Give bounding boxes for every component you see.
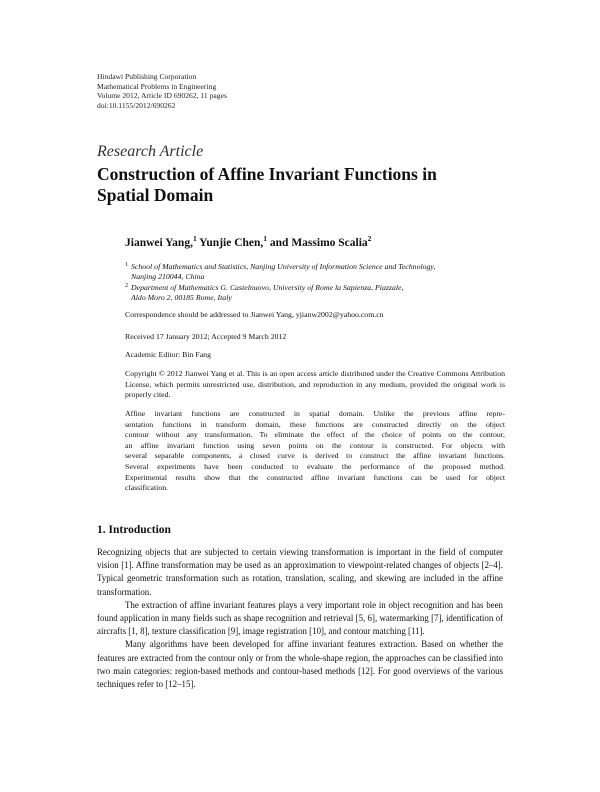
section-heading: 1. Introduction	[97, 524, 171, 536]
affiliation-number: 1	[125, 262, 128, 268]
volume-info: Volume 2012, Article ID 690262, 11 pages	[97, 91, 227, 101]
body-paragraph: Recognizing objects that are subjected to certain viewing transformation is important in the field of computer vision [1]. Affine transformation may be used as an approximation to viewpoint-related changes of objects [2–4]. Typical geometric transformation such as rotation, translation, scaling, and skewing are included in the affine transformation.	[97, 547, 503, 597]
body-paragraph: Many algorithms have been developed for affine invariant features extraction. Based on whether the features are extracted from the contour only or from the whole-shape region, the approaches can be classified into two main categories: region-based methods and contour-based methods [12]. For good overviews of the various techniques refer to [12–15].	[97, 639, 503, 690]
affiliations	[125, 262, 485, 304]
abstract-line: an affine invariant function using seven points on the contour is constructed. For objects with	[125, 440, 505, 450]
author-name: Yunjie Chen,	[196, 236, 264, 249]
publisher: Hindawi Publishing Corporation	[97, 72, 197, 81]
doi: doi:10.1155/2012/690262	[97, 100, 176, 110]
abstract-line: Experimental results show that the constructed affine invariant functions can be used for object	[125, 472, 505, 482]
journal-header	[97, 72, 227, 110]
author-list	[125, 234, 371, 249]
author-affil-marker: 1	[192, 234, 197, 243]
abstract-line: Several experiments have been conducted to evaluate the performance of the proposed method.	[125, 461, 505, 471]
journal-name: Mathematical Problems in Engineering	[97, 81, 217, 91]
abstract-line: classification.	[125, 483, 169, 493]
title-line: Construction of Affine Invariant Functions in	[97, 164, 437, 184]
received-dates: Received 17 January 2012; Accepted 9 March 2012	[125, 332, 287, 341]
title-line: Spatial Domain	[97, 185, 214, 205]
article-type: Research Article	[97, 143, 204, 160]
author-name: and Massimo Scalia	[267, 236, 368, 249]
abstract-line: Affine invariant functions are constructed in spatial domain. Unlike the previous affine repre-	[125, 409, 505, 418]
correspondence: Correspondence should be addressed to Jianwei Yang, yjianw2002@yahoo.com.cn	[125, 310, 384, 319]
affiliation-number: 2	[125, 282, 128, 289]
author-affil-marker: 1	[263, 234, 268, 243]
abstract	[125, 409, 505, 494]
body-paragraph: The extraction of affine invariant features plays a very important role in object recognition and has been found application in many fields such as shape recognition and retrieval [5, 6], watermarking [7], identification of aircrafts [1, 8], texture classification [9], image registration [10], and contour matching [11].	[97, 599, 503, 637]
affiliation	[125, 262, 485, 283]
copyright-notice: Copyright © 2012 Jianwei Yang et al. This is an open access article distributed under the Creative Commons Attribution License, which permits unrestricted use, distribution, and reproduction in any medium, provided the original work is properly cited.	[125, 369, 505, 400]
abstract-line: sentation functions in transform domain, these functions are constructed directly on the object	[125, 419, 505, 429]
affiliation	[125, 283, 485, 304]
section-body	[97, 546, 503, 691]
affiliation-line: Nanjing 210044, China	[131, 272, 205, 282]
abstract-line: several separable components, a closed curve is derived to construct the affine invariant functions.	[125, 451, 505, 461]
affiliation-line: Department of Mathematics G. Castelnuovo, University of Rome la Sapienza, Piazzale,	[131, 282, 404, 292]
academic-editor: Academic Editor: Bin Fang	[125, 350, 211, 359]
author-affil-marker: 2	[367, 234, 372, 243]
affiliation-line: Aldo Moro 2, 00185 Rome, Italy	[131, 293, 232, 303]
author-name: Jianwei Yang,	[125, 236, 193, 249]
paper-title	[97, 164, 517, 206]
abstract-line: contour without any transformation. To eliminate the effect of the choice of points on the contour,	[125, 430, 505, 440]
affiliation-line: School of Mathematics and Statistics, Nanjing University of Information Science and Technology,	[131, 262, 436, 271]
